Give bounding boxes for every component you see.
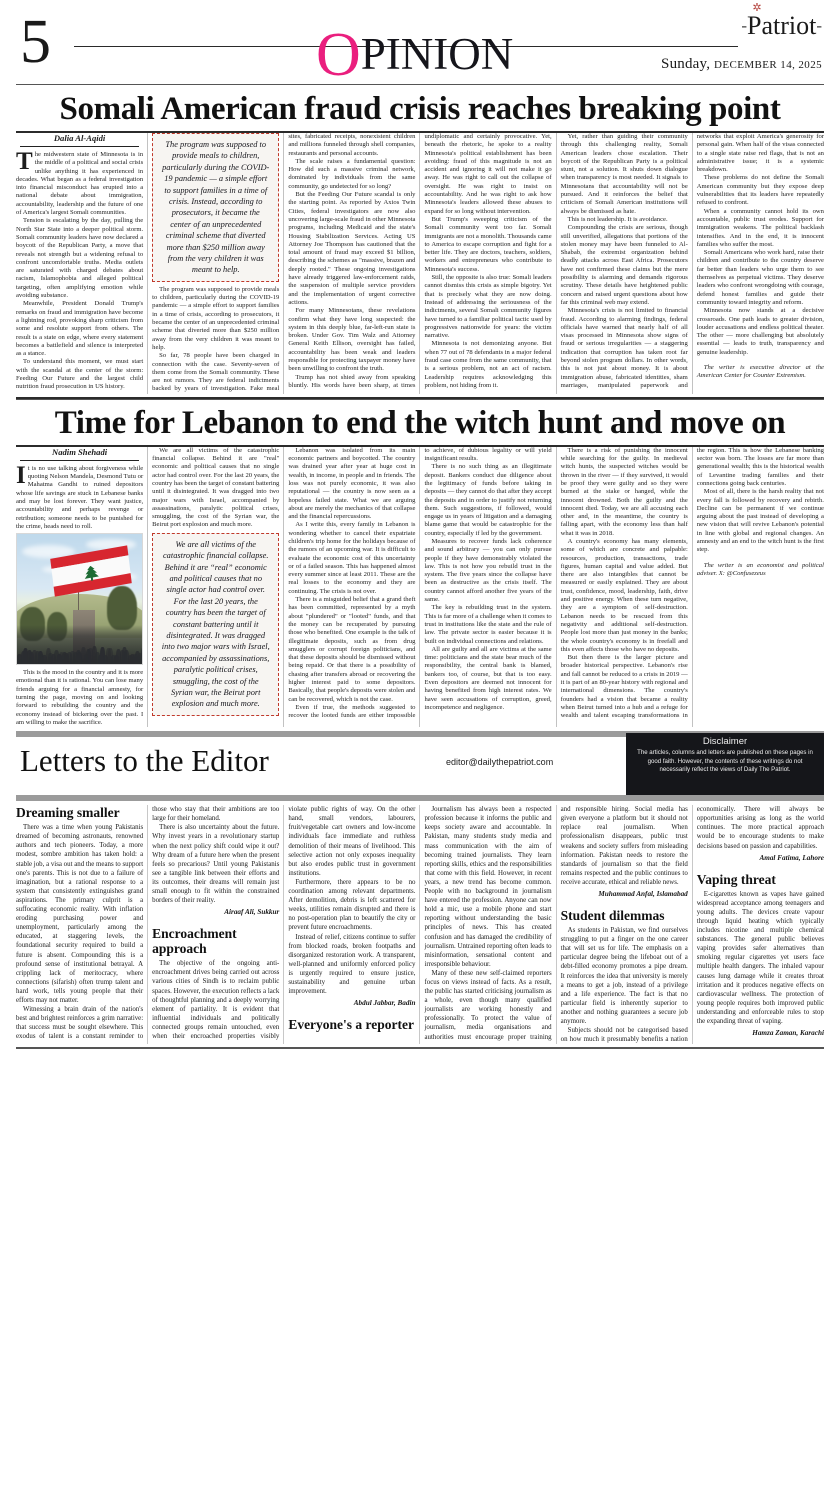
article1-headline: Somali American fraud crisis reaches breaking point [59, 91, 781, 127]
page-number: 5 [20, 8, 51, 76]
masthead [16, 2, 824, 89]
article2-paragraph: As I write this, every family in Lebanon is wondering whether to cancel their expatriate children's trip home for the holidays because of the rumors of an upcoming war. It is difficult to evaluate the economic cost of this uncertainty or of a failed season. This has happened almost every summer since at least 2011. These are the real losses to the economy and they are continuing. The crisis is not over. [288, 521, 416, 595]
masthead-bottom-rule [16, 84, 824, 85]
letter-signature: Hamza Zaman, Karachi [752, 1029, 824, 1038]
letters-section-title: Letters to the Editor [20, 743, 269, 779]
letter-signature: Amal Fatima, Lahore [759, 853, 824, 862]
letter-signature: Muhammad Anfal, Islamabad [598, 890, 688, 899]
disclaimer-box [626, 733, 824, 795]
article1-columns [16, 133, 824, 394]
section-title [316, 21, 514, 89]
logo-name: Patriot [746, 11, 817, 40]
letter-title: Dreaming smaller [16, 805, 120, 821]
article2-paragraph: A country's economy has many elements, some of which are concrete and palpable: resources, production, transactions, trade figures, human capital and value added. But there are also intangibles that cannot be measured or easily explained. They are about trust, confidence, mood, leadership, faith, drive and positive energy. When these turn negative, they are a symptom of self-destruction. Lebanon needs to be rescued from this negativity and additional self-destruction. People lost more than just money in the banks; the whole country's economy is in freefall and this even affects those who have no deposits. [560, 538, 688, 653]
article-somali-fraud [16, 91, 824, 394]
letter-paragraph: Many of these new self-claimed reporters focus on views instead of facts. As a result, the public has started criticising journalism as a whole, even though many qualified journalists are working honestly and professionally. To protect the value of journalism, media organisations and authorities must encourage proper training and responsible hiring. Social media has given everyone a platform but it should not replace real journalism. When professionalism disappears, public trust weakens and society suffers from misleading information. Pakistan needs to restore the standards of journalism so that the field remains respected and the public continues to receive accurate, ethical and reliable news. [424, 806, 688, 1041]
article1-paragraph: Still, the opposite is also true: Somali leaders cannot dismiss this crisis as simple bigotry. Yet that is precisely what they are now doing. Instead of addressing the seriousness of the indictments, several Somali community figures have turned to a familiar political tactic used by progressives nationwide for years: the victim narrative. [424, 274, 552, 340]
article2-paragraph: Lebanon was isolated from its main economic partners and boycotted. The country was drained year after year at huge cost in wealth, in income, in people and in friends. The loss was not purely economic, it was also reputational — the country is now seen as a hopeless failed state. What we are arguing about are merely the mechanics of that collapse and the financial repercussions. [288, 446, 416, 521]
article2-paragraph: There is a misguided belief that a grand theft has been committed, represented by a myth about "plundered" or "looted" funds, and that the money can be recuperated by pursuing those who benefited. One example is the talk of illegitimate deposits, such as from drug smugglers or corrupt foreign politicians, and that these deposits should be dismissed without being repaid. Or that there is a possibility of chasing after transfers abroad or recovering the higher interest paid to some depositors. Basically, that people's deposits were stolen and can be recovered, which is not the case. [288, 596, 416, 703]
article2-writer-credit: The writer is an economist and political adviser. X: @Confusezeus [696, 561, 824, 577]
pullquote-text: The program was supposed to provide meals to children, particularly during the COVID-19 pandemic — a simple effort to support families in a time of crisis. Instead, according to prosecutors, it became the center of an unprecedented criminal scheme that diverted more than $250 million away from the very children it was meant to help. [162, 140, 270, 275]
article1-paragraph: So far, 78 people have been charged in connection with the case. Seventy-seven of them come from the Somali community. These are not rumors. They are federal indictments backed by years of investigation. Fake meal sites, fabricated receipts, nonexistent children and millions funneled through shell companies, restaurants and personal accounts. [152, 133, 416, 393]
masthead-rule-right [513, 46, 738, 47]
letter-paragraph: There is also uncertainty about the future. Why invest years in a revolutionary startup when the next policy shift could wipe it out? Why dream of a future here when the present feels so precarious? Until young Pakistanis see a tangible link between their efforts and its outcomes, their dreams will remain just small enough to fit within the constrained borders of their reality. [152, 824, 280, 905]
article2-paragraph: The key is rebuilding trust in the system. This is far more of a challenge when it comes to trust in institutions like the state and the rule of law. The private sector is easier because it is built on individual connections and relations. [424, 604, 552, 645]
article2-pullquote [152, 533, 279, 716]
article1-paragraph: The scale raises a fundamental question: How did such a massive criminal network, dominated by individuals from the same community, go undetected for so long? [288, 157, 416, 190]
article2-headline: Time for Lebanon to end the witch hunt and move on [54, 404, 786, 441]
article1-paragraph: The program was supposed to provide meals to children, particularly during the COVID-19 pandemic — a simple effort to support families in a time of crisis, according to prosecutors, it became the center of an unprecedented criminal scheme that diverted more than $250 million away from the very children it was meant to help. [152, 285, 280, 351]
letters-email-address[interactable]: editor@dailythepatriot.com [446, 757, 554, 768]
article2-columns [16, 447, 824, 727]
article1-paragraph: Minnesota's crisis is not limited to financial fraud. According to alarming findings, federal officials have warned that nearly half of all visas processed in Minnesota show signs of fraud or serious irregularities — a staggering indication that corruption has taken root far beyond stolen program dollars. In other words, this is not just about money. It is about immigration abuse, fabricated identities, sham marriages, manipulated paperwork and networks that exploit America's generosity for personal gain. When half of the visas connected to a single state raise red flags, that is not an administrative issue; it is a systemic breakdown. [560, 133, 824, 389]
article-lebanon [16, 405, 824, 727]
logo-text-wrap [741, 2, 822, 40]
article1-paragraph: Minnesota is not demonizing anyone. But when 77 out of 78 defendants in a major federal fraud case come from the same community, that is a serious problem, not an act of racism. Leadership requires acknowledging this problem, not hiding from it. [424, 340, 552, 389]
article2-byline: Nadim Shehadi [20, 447, 139, 461]
article2-paragraph: There is a risk of punishing the innocent while searching for the guilty. In medieval witch hunts, the suspected witches would be thrown in the river — if they survived, it would be proof they were guilty and so they were burned at the stake or hanged, while the innocent drowned. Both the guilty and the innocent died. Today, we are all accusing each other and, in the meantime, the country is falling apart, with the economy less than half what it was in 2018. [560, 446, 688, 537]
letters-columns [16, 805, 824, 1044]
disclaimer-title: Disclaimer [702, 736, 748, 748]
article1-paragraph: Compounding the crisis are serious, though still unverified, allegations that portions of the stolen money may have been funneled to Al-Shabab, the extremist organization behind deadly attacks across East Africa. Prosecutors have not confirmed these claims but the mere possibility is alarming and demands rigorous scrutiny. These details have heightened public concern and raised urgent questions about how far this criminal web may extend. [560, 224, 688, 306]
article1-paragraph: These problems do not define the Somali American community but they expose deep vulnerabilities that its leaders have repeatedly refused to confront. [696, 174, 824, 207]
page-bottom-rule [16, 1047, 824, 1049]
article1-paragraph: For many Minnesotans, these revelations confirm what they have long suspected: the system in this deeply blue, far-left-run state is broken. Under Gov. Tim Walz and Attorney General Keith Ellison, oversight has failed, accountability has been weak and leaders responsible for protecting taxpayer money have been unwilling to confront the truth. [288, 307, 416, 373]
article2-paragraph: Measures to recover funds lack coherence and sound arbitrary — you can only pursue people if they have demonstrably violated the law. This is not how you rebuild trust in the system. The five years since the collapse have been as destructive as the crisis itself. The country cannot afford another five years of the same. [424, 538, 552, 604]
section-divider-1 [16, 397, 824, 400]
article1-paragraph: This is not leadership. It is avoidance. [567, 215, 668, 223]
disclaimer-body: The articles, columns and letters are published on these pages in good faith. However, the contents of these writings do not necessarily reflect the views of Daily The Patriot. [637, 749, 813, 774]
section-title-rest: PINION [360, 29, 514, 79]
letters-header [16, 729, 824, 801]
section-title-dropcap: O [316, 21, 361, 89]
letter-signature: Abdul Jabbar, Badin [353, 999, 416, 1008]
article1-paragraph: The midwestern state of Minnesota is in the middle of a political and social crisis unlike anything it has experienced in decades. What began as a federal investigation into financial misconduct has erupted into a national debate about immigration, accountability, leadership and the future of one of America's largest Somali communities. [16, 148, 144, 217]
letter-paragraph: E-cigarettes known as vapes have gained widespread acceptance among teenagers and young adults. The devices create vapour through liquid heating which typically includes nicotine and multiple chemical substances. The general public believes vaping provides safer alternatives than smoking regular cigarettes yet users face multiple health dangers. The inhaled vapour causes lung damage while it creates throat irritation and it produces negative effects on cardiovascular wellness. The protection of young people requires both improved public understanding and enforceable rules to stop the expanding threat of vaping. [696, 890, 824, 1025]
pullquote-text: We are all victims of the catastrophic financial collapse. Behind it are “real” economic and political causes that no single actor had control over. For the last 20 years, the country has been the target of constant battering until it disintegrated. It was dragged into two major wars with Israel, accompanied by assassinations, paralytic political crises, smuggling, the cost of the Syrian war, the Beirut port explosion and much more. [161, 539, 270, 709]
letter-paragraph: Instead of relief, citizens continue to suffer from blocked roads, broken footpaths and disorganized restoration work. A transparent, well-planned and uniformly enforced policy is urgently required to ensure justice, sustainability and genuine urban improvement. [288, 933, 416, 996]
letter-paragraph: Witnessing a brain drain of the nation's best and brightest reinforces a grim narrative: that success must be sought elsewhere. This exodus of talent is a constant reminder to those who stay that their ambitions are too large for their homeland. [16, 806, 280, 1041]
article2-paragraph: We are all victims of the catastrophic financial collapse. Behind it are "real" economic and political causes that no single actor had control over. For the last 20 years, the country has been the target of constant battering until it disintegrated. It was dragged into two major wars with Israel, accompanied by assassinations, paralytic political crises, smuggling, the cost of the Syrian war, the Beirut port explosion and much more. [152, 446, 280, 529]
article2-paragraph: But then there is the larger picture and broader historical perspective. Lebanon's rise and fall cannot be reduced to a crisis in 2019 — it is part of an 80-year history with regional and international dimensions. The country's founders had a vision that became a reality when Beirut turned into a hub and a refuge for wealth and talent escaping transformations in the region. This is how the Lebanese banking sector was born. The losses are far more than generational wealth; this is the historical wealth of Levantine trading families and their connections going back centuries. [560, 446, 824, 720]
article2-paragraph: All are guilty and all are victims at the same time: politicians and the state bear much of the responsibility, the central bank is blamed, bankers too, of course, but that is too easy. Even depositors are deemed not innocent for having benefited from high interest rates. We have seen accusations of corruption, greed, incompetence and negligence. [424, 645, 552, 711]
article2-paragraph: Even if true, the methods suggested to recover the looted funds are either impossible to achieve, of dubious legality or will yield insignificant results. [288, 446, 552, 720]
article1-paragraph: Minnesota now stands at a decisive crossroads. One path leads to greater division, louder accusations and endless political theater. The other — more challenging but absolutely essential — leads to truth, transparency and genuine leadership. [696, 307, 824, 356]
letter-paragraph: Furthermore, there appears to be no coordination among relevant departments. After demolition, debris is left scattered for weeks, utilities remain disrupted and there is no post-operation plan to beautify the city or prevent future encroachments. [288, 878, 416, 932]
article1-pullquote [152, 133, 279, 282]
article2-paragraph: This is the mood in the country and it is more emotional than it is rational. You can lose many friends arguing for a financial amnesty, for turning the page, moving on and looking forward to rebuilding the country and the economy instead of bickering over the past. I am willing to make the sacrifice. [16, 669, 144, 726]
article1-paragraph: When a community cannot hold its own accountable, public trust erodes. Support for immigration weakens. The political backlash intensifies. And in the end, it is innocent families who suffer the most. [696, 207, 824, 248]
article1-paragraph: Yet, rather than guiding their community through this challenging reality, Somali American leaders chose escalation. Their boycott of the Republican Party is a political stunt, not a solution. It shuts down dialogue when transparency is most needed. It signals to Minnesotans that accountability will not be pursued. And it reinforces the belief that criticism of Somali American institutions will always be dismissed as hate. [560, 133, 688, 215]
letter-title: Vaping threat [696, 871, 776, 887]
lebanon-flag-photo [16, 533, 143, 665]
letter-title: Encroachment approach [152, 926, 237, 957]
publication-logo [692, 2, 822, 40]
logo-flourish-icon: ✲ [752, 2, 762, 14]
letter-title: Everyone's a reporter [288, 1017, 415, 1033]
article1-paragraph: Somali Americans who work hard, raise their children and contribute to the country deserve far better than leaders who urge them to see themselves as perpetual victims. They deserve leaders who confront wrongdoing with courage, defend honest families and guide their community toward integrity and reform. [696, 249, 824, 306]
letter-paragraph: The objective of the ongoing anti-encroachment drives being carried out across various cities of Sindh is to reclaim public spaces. However, the execution reflects a lack of thoughtful planning and a deeply worrying element of partiality. It is evident that influential individuals and politically connected groups remain untouched, even when their encroached properties visibly violate public rights of way. On the other hand, small vendors, labourers, fruit/vegetable cart owners and low-income individuals face immediate and ruthless demolition of their means of livelihood. This selective action not only exposes inequality but also erodes public trust in government institutions. [152, 806, 416, 1040]
letter-title: Student dilemmas [560, 908, 665, 924]
article2-paragraph: Most of all, there is the harsh reality that not every fall is followed by recovery and rebirth. Decline can be permanent if we continue arguing about the past instead of developing a new vision that will revive Lebanon's potential in line with global and regional changes. An amnesty and an end to the witch hunt is the first step. [696, 488, 824, 554]
logo-dash-left: - [741, 16, 747, 35]
article2-paragraph: It is no use talking about forgiveness while quoting Nelson Mandela, Desmond Tutu or Mahatma Gandhi to ruined depositors whose life savings are stuck in Lebanese banks and may be lost forever. They want justice, accountability and perhaps revenge or retribution; someone needs to be punished for the crime, heads need to roll. [16, 461, 144, 530]
article1-paragraph: But the Feeding Our Future scandal is only the starting point. As reported by Axios Twin Cities, federal investigators are now also uncovering large-scale fraud in other Minnesota programs, including Medicaid and the state's Housing Stabilization Services. Acting US Attorney Joe Thompson has cautioned that the total amount of fraud may exceed $1 billion, describing the schemes as "massive, brazen and deeply rooted." These ongoing investigations have already triggered law-enforcement raids, the suspension of multiple service providers and the implementation of urgent corrective actions. [288, 191, 416, 306]
article1-paragraph: Meanwhile, President Donald Trump's remarks on fraud and immigration have become a lightning rod, provoking sharp criticism from some and resolute support from others. The result is a state on edge, where every statement becomes a battlefield and silence is interpreted as a stance. [16, 300, 144, 358]
article1-byline: Dalia Al-Aqidi [20, 133, 139, 147]
article1-paragraph: Trump has not shied away from speaking bluntly. His words have been sharp, at times undiplomatic and certainly provocative. Yet, beneath the rhetoric, he spoke to a reality Minnesota's political establishment has been avoiding: fraud of this magnitude is not an accident and ignoring it will not make it go away. He was right to call out the collapse of oversight. He was right to insist on accountability. And he was right to ask how Minnesota's leaders allowed these abuses to expand for so long without intervention. [288, 133, 552, 389]
article1-paragraph: But Trump's sweeping criticism of the Somali community went too far. Somali immigrants are not a monolith. Thousands came to America to escape corruption and fight for a better life. They are doctors, teachers, soldiers, workers and entrepreneurs who contribute to Minnesota's success. [424, 215, 552, 273]
logo-dash-right: - [816, 16, 822, 35]
letters-rule-bottom [16, 795, 824, 801]
article1-writer-credit: The writer is executive director at the American Center for Counter Extremism. [696, 364, 824, 380]
letter-paragraph: As students in Pakistan, we find ourselves struggling to put a finger on the one career that will set us for life. The emphasis on a particular degree being the lifeboat out of a debt-filled economy promotes a pipe dream. It reinforces the idea that university is merely a means to get a job, instead of a privilege and a life experience. The fact is that no particular field is inherently superior to another and nothing guarantees a secure job anymore. [560, 927, 688, 1025]
letter-paragraph: There was a time when young Pakistanis dreamed of becoming astronauts, renowned authors and tech pioneers. Today, a more modest, sombre ambition has taken hold: a stable job, a visa out and the means to support one's parents. This is not due to a failure of imagination, but a rational response to a system that consistently extinguishes grand aspirations. The primary culprit is a suffocating economic reality. With inflation eroding purchasing power and unemployment, particularly among the educated, at staggering levels, the foundational security required to build a future is absent. Compounding this is a profound sense of institutional betrayal. A crippling lack of meritocracy, where connections (sifarish) often trump talent and hard work, tells young people that their efforts may not matter. [16, 824, 144, 1004]
letter-paragraph: Subjects should not be categorised based on how much it presumably benefits a nation economically. There will always be opportunities arising as long as the world continues. The more practical approach would be to encourage students to make decisions based on passion and capabilities. [560, 806, 824, 1044]
publication-date [661, 56, 822, 73]
date-full: DECEMBER 14, 2025 [714, 59, 822, 71]
letter-signature: Airaaf Ali, Sukkur [224, 908, 280, 917]
article2-paragraph: There is no such thing as an illegitimate deposit. Bankers conduct due diligence about the legitimacy of funds before taking in deposits — they cannot do that after they accept the deposits and in order to justify not returning them. Such suggestions, if followed, would engage us in years of litigation and a damaging blame game that would be catastrophic for the country, especially if led by the government. [424, 463, 552, 537]
article1-paragraph: Tension is escalating by the day, pulling the North Star State into a deeper political storm. Somali community leaders have now declared a boycott of the Republican Party, a move that reveals not strength but a widening refusal to confront uncomfortable truths. Media outlets are saturated with charged debates about racism, Islamophobia and alleged political targeting, often amplifying emotion while avoiding substance. [16, 217, 144, 300]
letter-paragraph: Journalism has always been a respected profession because it informs the public and keeps society aware and accountable. In Pakistan, many students study media and mass communication with the aim of becoming trained journalists. They learn reporting skills, ethics and the responsibilities that come with this field. However, in recent years, a new trend has become common. People with no background in journalism have entered the profession. Anyone can now hold a mic, use a mobile phone and start reporting without understanding the basic principles of news. This has created confusion and has damaged the credibility of journalism. Untrained reporting often leads to misinformation, sensational content and irresponsible behaviour. [424, 806, 552, 968]
article1-paragraph: To understand this moment, we must start with the scandal at the center of the storm: Feeding Our Future and the largest child nutrition fraud prosecution in US history. [16, 358, 144, 391]
date-day-of-week: Sunday, [661, 56, 711, 72]
